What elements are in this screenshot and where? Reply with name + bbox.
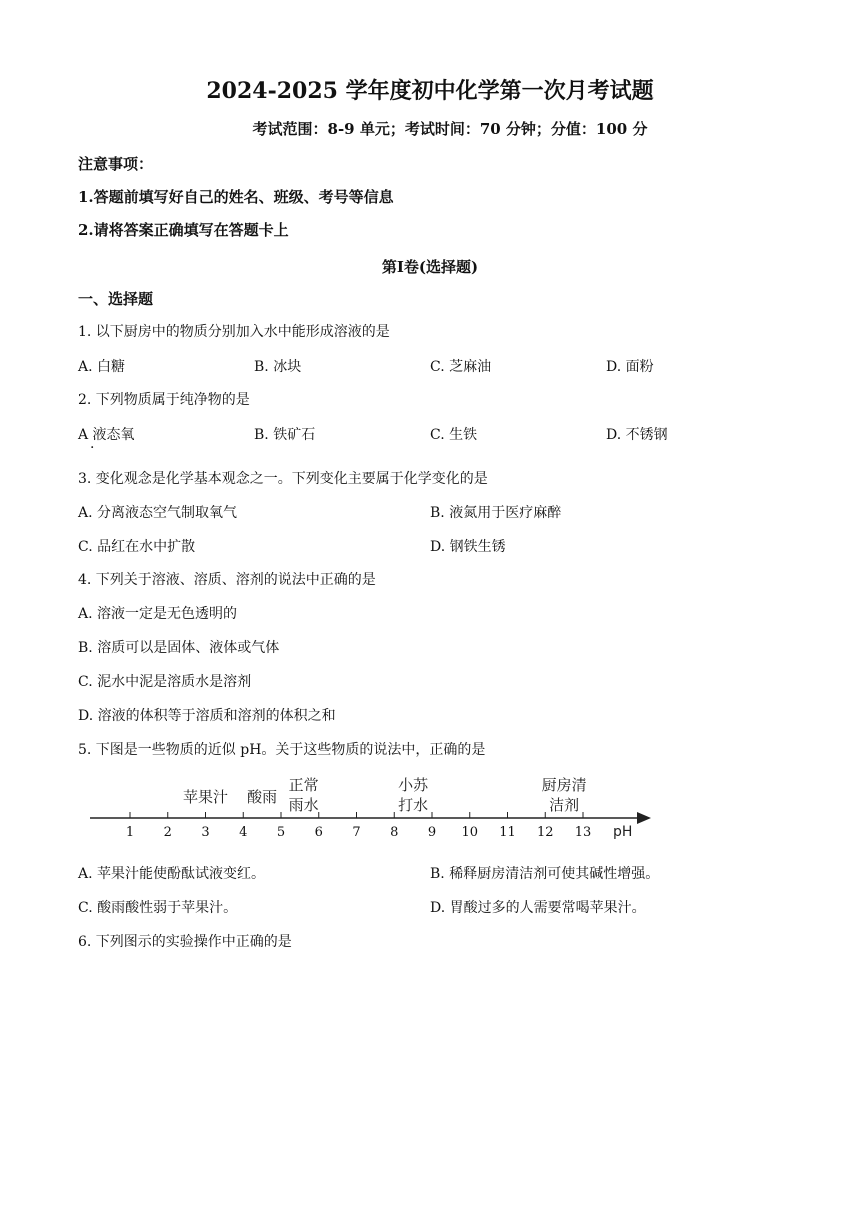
exam-info: 考试范围：8-9 单元；考试时间：70 分钟；分值：100 分	[252, 120, 648, 138]
ph-tick-label: 11	[499, 825, 516, 840]
ph-tick-label: 5	[276, 825, 286, 840]
q1-option-a: A. 白糖	[78, 359, 126, 375]
q5-option-a: A. 苹果汁能使酚酞试液变红。	[78, 866, 266, 882]
ph-tick-label: 4	[239, 825, 248, 840]
q2-option-b: B. 铁矿石	[254, 427, 316, 443]
q2-option-c: C. 生铁	[430, 427, 478, 443]
q3-option-d: D. 钢铁生锈	[430, 539, 506, 555]
question-5-text: 5. 下图是一些物质的近似 pH。关于这些物质的说法中，正确的是	[78, 742, 486, 758]
q2-option-d: D. 不锈钢	[606, 427, 668, 443]
q4-option-d: D. 溶液的体积等于溶质和溶剂的体积之和	[78, 708, 336, 724]
note-item-1: 1.答题前填写好自己的姓名、班级、考号等信息	[78, 188, 394, 206]
ph-scale-figure	[85, 770, 665, 850]
q4-option-b: B. 溶质可以是固体、液体或气体	[78, 640, 280, 656]
question-6-text: 6. 下列图示的实验操作中正确的是	[78, 934, 292, 950]
question-4-text: 4. 下列关于溶液、溶质、溶剂的说法中正确的是	[78, 572, 376, 588]
ph-tick-label: 12	[536, 825, 554, 840]
notes-heading: 注意事项：	[78, 155, 154, 173]
ph-tick-label: 2	[163, 825, 172, 840]
question-1-text: 1. 以下厨房中的物质分别加入水中能形成溶液的是	[78, 324, 390, 340]
ph-substance-label-line2: 洁剂	[549, 796, 580, 814]
q4-option-c: C. 泥水中泥是溶质水是溶剂	[78, 674, 252, 690]
page-title: 2024-2025 学年度初中化学第一次月考试题	[206, 78, 654, 104]
ph-tick-label: 6	[314, 825, 323, 840]
q3-option-b: B. 液氮用于医疗麻醉	[430, 505, 562, 521]
ph-substance-label-line2: 打水	[398, 796, 429, 814]
volume-title: 第Ⅰ卷(选择题)	[381, 258, 479, 276]
option-dot-mark: ·	[90, 440, 95, 456]
ph-substance-label: 小苏	[398, 776, 429, 794]
q2-option-a: A 液态氧	[78, 427, 135, 443]
q5-option-d: D. 胃酸过多的人需要常喝苹果汁。	[430, 900, 646, 916]
ph-tick-label: 7	[352, 825, 361, 840]
ph-substance-label: 苹果汁	[182, 788, 229, 806]
section-title: 一、选择题	[78, 290, 154, 308]
q5-option-c: C. 酸雨酸性弱于苹果汁。	[78, 900, 238, 916]
ph-tick-label: 13	[574, 825, 592, 840]
ph-axis-label: pH	[613, 824, 633, 840]
q1-option-c: C. 芝麻油	[430, 359, 492, 375]
ph-substance-label: 厨房清	[541, 776, 587, 794]
ph-tick-label: 8	[390, 825, 399, 840]
ph-tick-label: 9	[427, 825, 437, 840]
q1-option-b: B. 冰块	[254, 359, 302, 375]
q1-option-d: D. 面粉	[606, 359, 654, 375]
ph-substance-label: 酸雨	[247, 788, 278, 806]
ph-substance-label: 正常	[288, 776, 319, 794]
q3-option-c: C. 品红在水中扩散	[78, 539, 196, 555]
q3-option-a: A. 分离液态空气制取氧气	[78, 505, 238, 521]
question-2-text: 2. 下列物质属于纯净物的是	[78, 392, 250, 408]
ph-tick-label: 10	[461, 825, 479, 840]
note-item-2: 2.请将答案正确填写在答题卡上	[78, 221, 289, 239]
ph-tick-label: 3	[201, 825, 210, 840]
question-3-text: 3. 变化观念是化学基本观念之一。下列变化主要属于化学变化的是	[78, 471, 488, 487]
ph-axis-arrow	[637, 812, 651, 824]
ph-tick-label: 1	[125, 825, 135, 840]
q5-option-b: B. 稀释厨房清洁剂可使其碱性增强。	[430, 866, 660, 882]
q4-option-a: A. 溶液一定是无色透明的	[78, 606, 238, 622]
ph-substance-label-line2: 雨水	[288, 796, 319, 814]
